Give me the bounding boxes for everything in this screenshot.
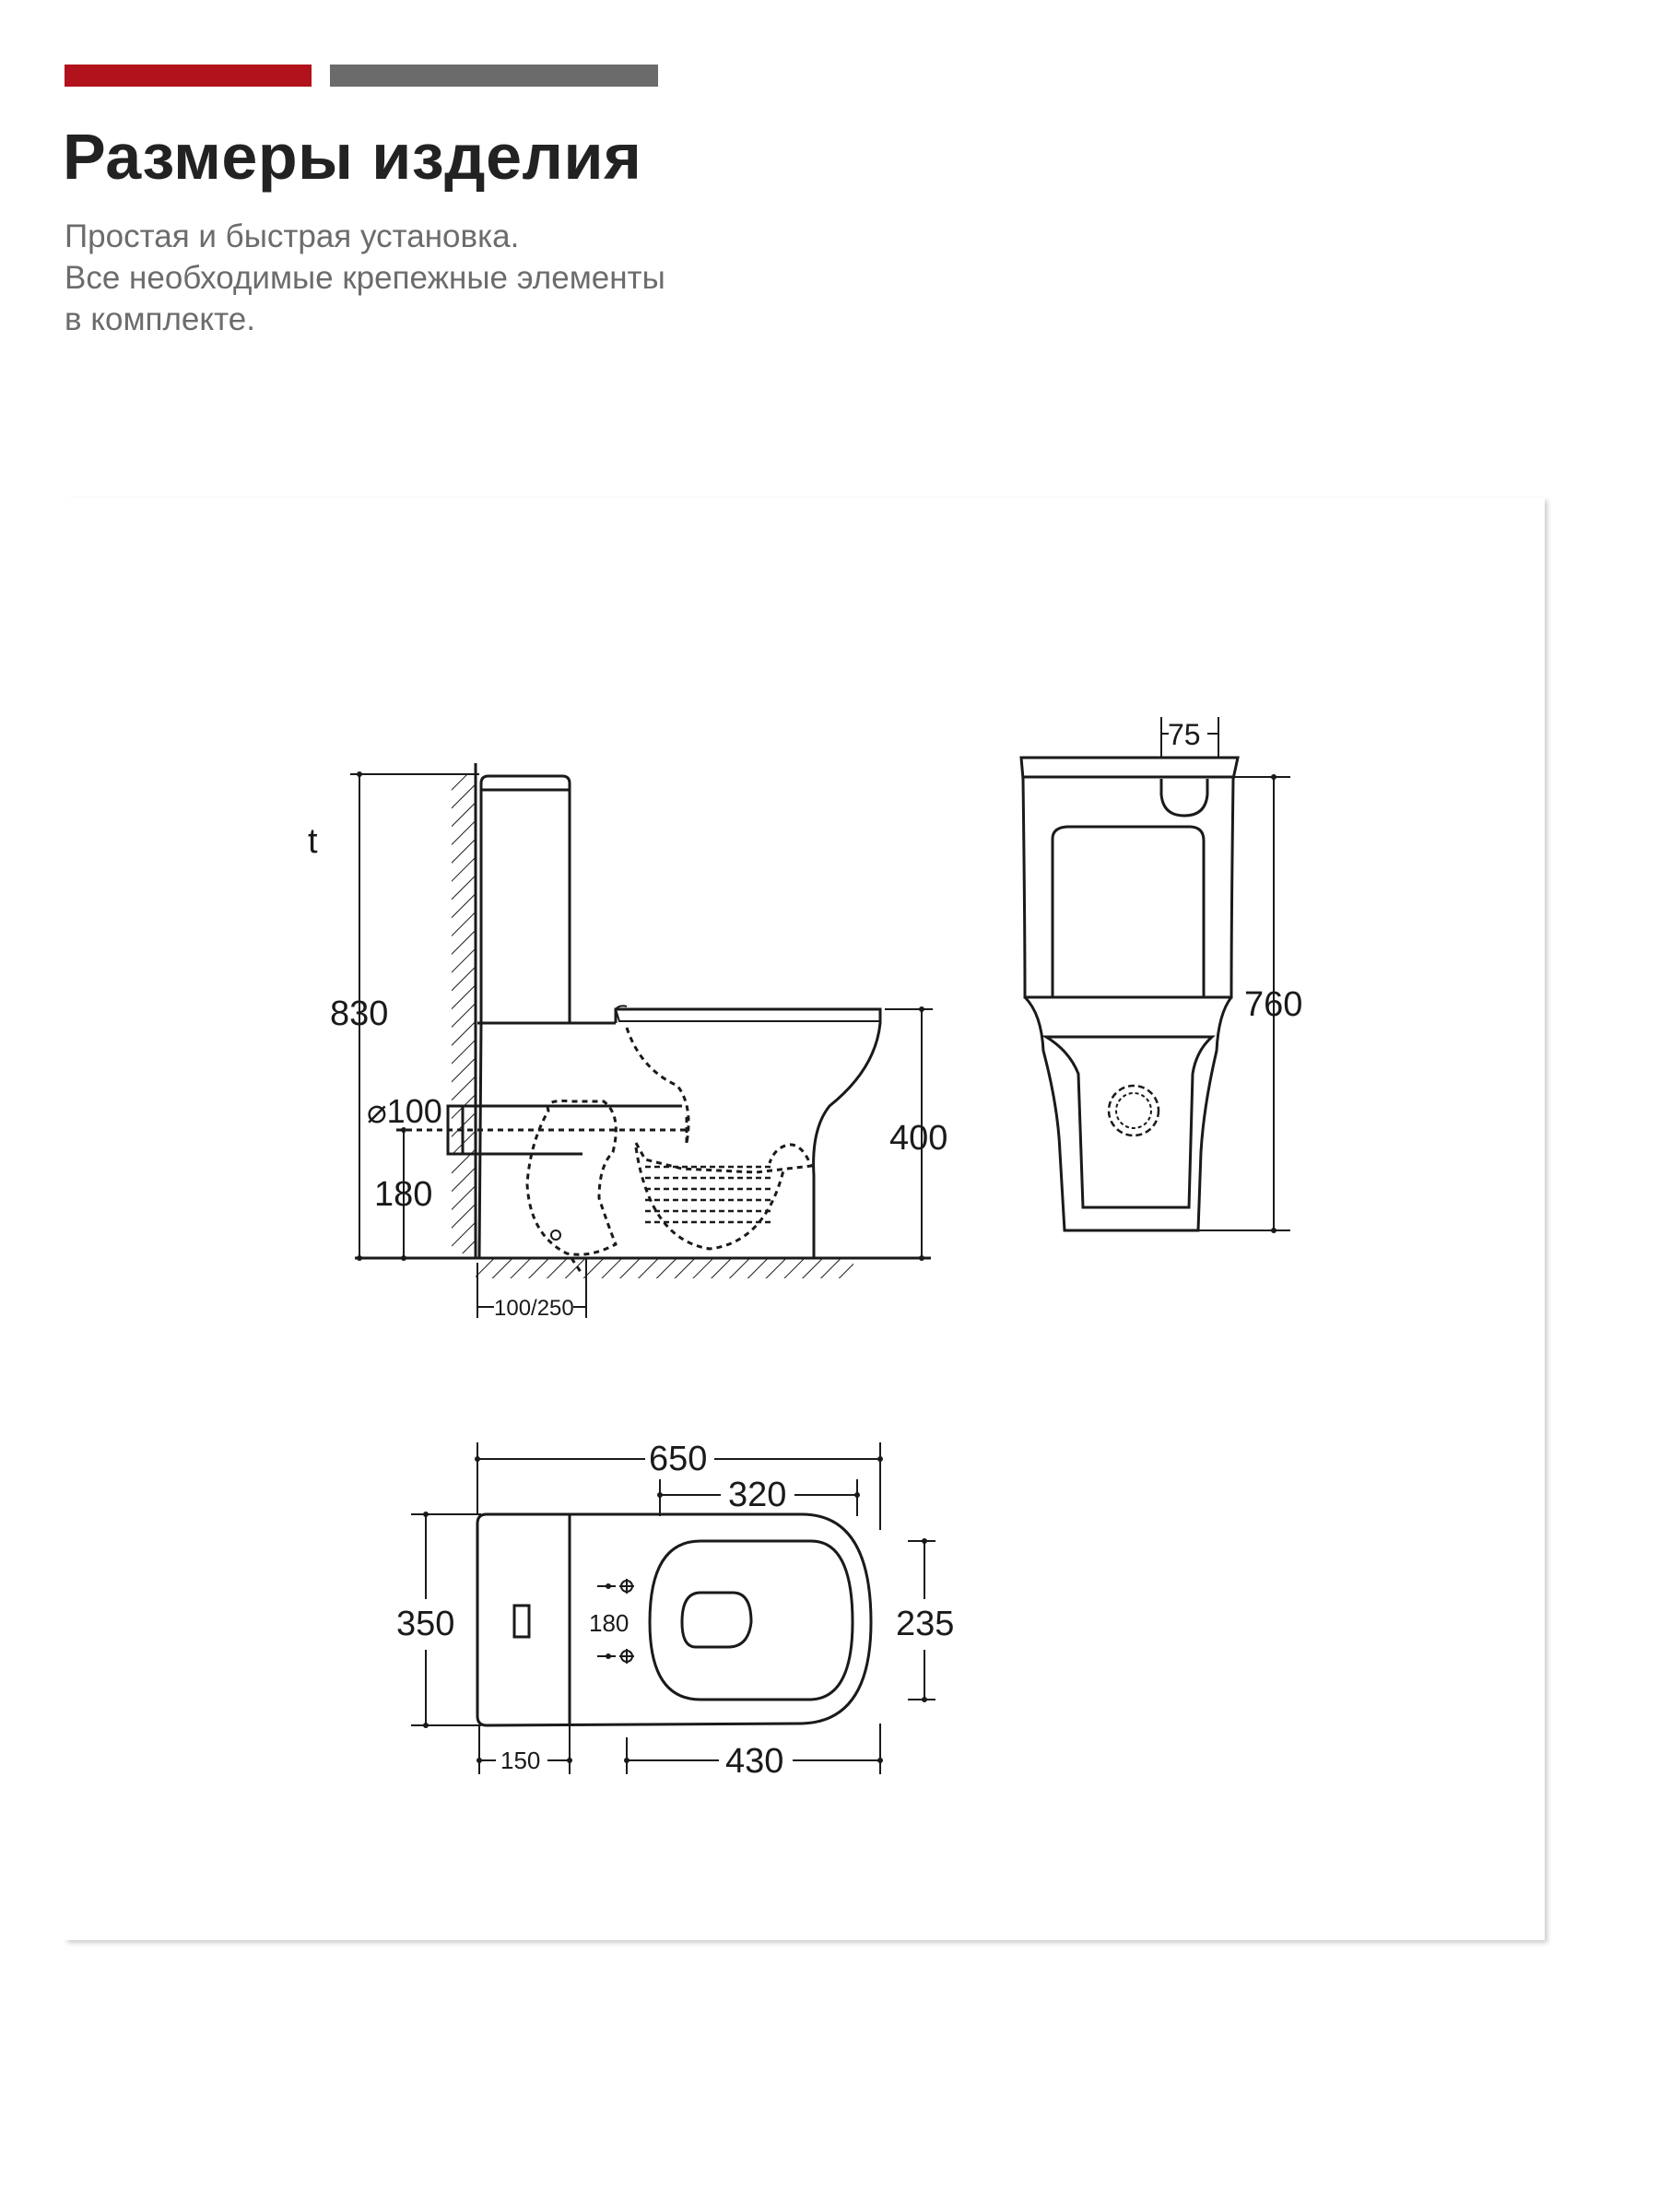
dim-350-dot-top [423,1512,429,1517]
trap-upper [627,1028,688,1143]
dim-75-label: 75 [1168,718,1201,751]
front-bowl-inner [1046,1037,1212,1207]
top-bowl-opening [682,1593,751,1647]
dim-430-dot-right [877,1758,883,1763]
flush-button [1161,779,1207,816]
seat-line [616,1009,880,1021]
front-bowl [1025,997,1231,1230]
front-view [1021,717,1302,1233]
page-title: Размеры изделия [63,121,642,193]
dim-235-dot-bottom [922,1697,927,1702]
outlet-pipe [527,1100,616,1254]
dim-760-label: 760 [1244,985,1303,1024]
pipe-diameter-label: ⌀100 [367,1092,442,1130]
dim-400-label: 400 [889,1119,948,1158]
tank-outline [481,776,570,1023]
body-back [479,1023,481,1258]
wall-hatch [452,774,476,1253]
dim-830-dot-top [357,771,362,777]
dim-150-dot-right [567,1758,572,1763]
dim-180-label: 180 [374,1175,433,1214]
fixing-bottom [597,1649,634,1664]
dim-180-dot-bottom [401,1255,406,1261]
drain-hole [551,1230,560,1240]
subtitle-line-3: в комплекте. [65,301,255,337]
cropped-label: t [308,822,318,861]
side-view [308,763,947,1321]
water-pattern [645,1159,774,1231]
floor-hatch [476,1258,853,1278]
dim-320-label: 320 [728,1476,787,1514]
dim-650-dot-left [475,1456,480,1462]
dim-150-dot-left [477,1758,482,1763]
front-tank-panel [1053,827,1204,997]
subtitle-line-2: Все необходимые крепежные элементы [65,260,665,296]
dim-235-label: 235 [896,1605,955,1643]
top-view [396,1440,954,1781]
dim-320-dot-left [657,1492,663,1498]
dim-320-dot-right [854,1492,860,1498]
dim-350-dot-bottom [423,1723,429,1728]
dim-400-dot-bottom [919,1255,924,1261]
dim-830-label: 830 [330,994,389,1033]
dim-235-dot-top [922,1538,927,1544]
dim-150-label: 150 [500,1747,541,1774]
dim-wall-label: 100/250 [494,1296,574,1321]
dim-830-dot-bottom [357,1255,362,1261]
front-outlet-inner [1116,1093,1151,1128]
subtitle-line-1: Простая и быстрая установка. [65,218,520,254]
dim-350-label: 350 [396,1605,455,1643]
dim-180-fix-label: 180 [589,1609,629,1637]
dim-430-dot-left [624,1758,629,1763]
dim-430-label: 430 [725,1742,784,1781]
dim-400-dot-top [919,1006,924,1012]
dim-650-label: 650 [649,1440,708,1478]
dim-760-dot-top [1271,774,1277,780]
fixing-top [597,1579,634,1594]
dim-760-dot-bottom [1271,1228,1277,1233]
dim-650-dot-right [877,1456,883,1462]
top-button [514,1606,529,1637]
